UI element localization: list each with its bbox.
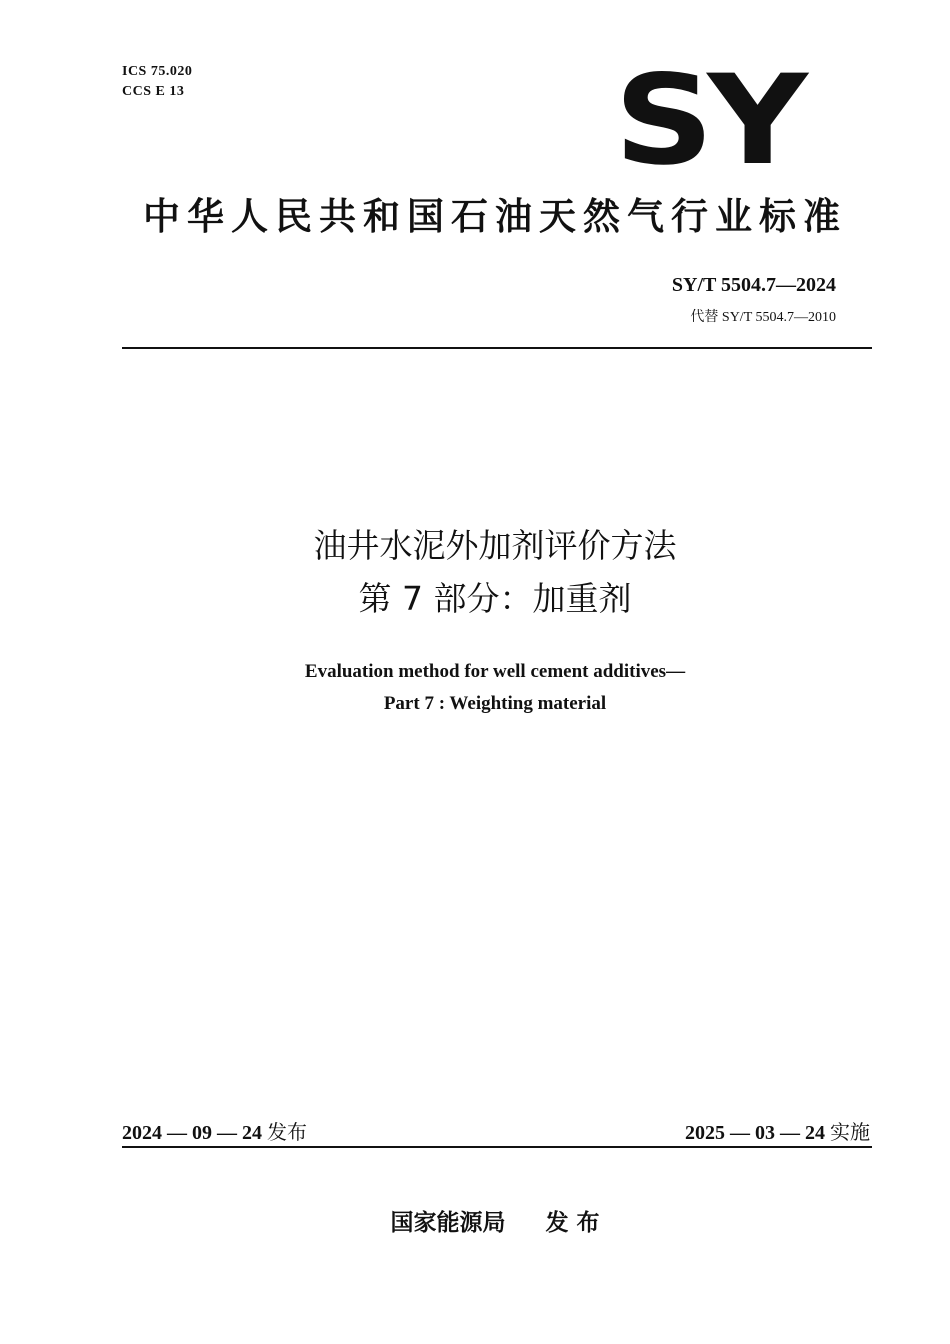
implement-label: 实施 <box>830 1120 870 1144</box>
publish-date <box>122 1116 307 1145</box>
standard-number: SY/T 5504.7—2024 <box>671 274 836 296</box>
implement-date <box>685 1116 870 1145</box>
chinese-title-line1: 油井水泥外加剂评价方法 <box>313 526 677 565</box>
replaces-standard: 代替 SY/T 5504.7—2010 <box>690 310 836 325</box>
publish-date-value: 2024 — 09 — 24 <box>122 1122 262 1144</box>
chinese-title-line2: 第 7 部分：加重剂 <box>358 579 632 618</box>
english-title-line1: Evaluation method for well cement additives— <box>304 661 686 682</box>
ics-code: ICS 75.020 <box>122 64 193 79</box>
issuer <box>0 1204 950 1237</box>
ccs-code: CCS E 13 <box>122 84 185 99</box>
issuer-name: 国家能源局 <box>390 1210 506 1236</box>
implement-date-value: 2025 — 03 — 24 <box>685 1122 825 1144</box>
publish-label: 发布 <box>267 1120 307 1144</box>
sy-logo: SY <box>614 49 802 193</box>
english-title-line2: Part 7 : Weighting material <box>383 693 607 714</box>
classification-codes <box>122 62 192 102</box>
standard-category-title: 中华人民共和国石油天然气行业标准 <box>143 195 847 238</box>
footer-divider <box>122 1146 872 1148</box>
header-divider <box>122 347 872 349</box>
issuer-action: 发 布 <box>545 1210 600 1236</box>
